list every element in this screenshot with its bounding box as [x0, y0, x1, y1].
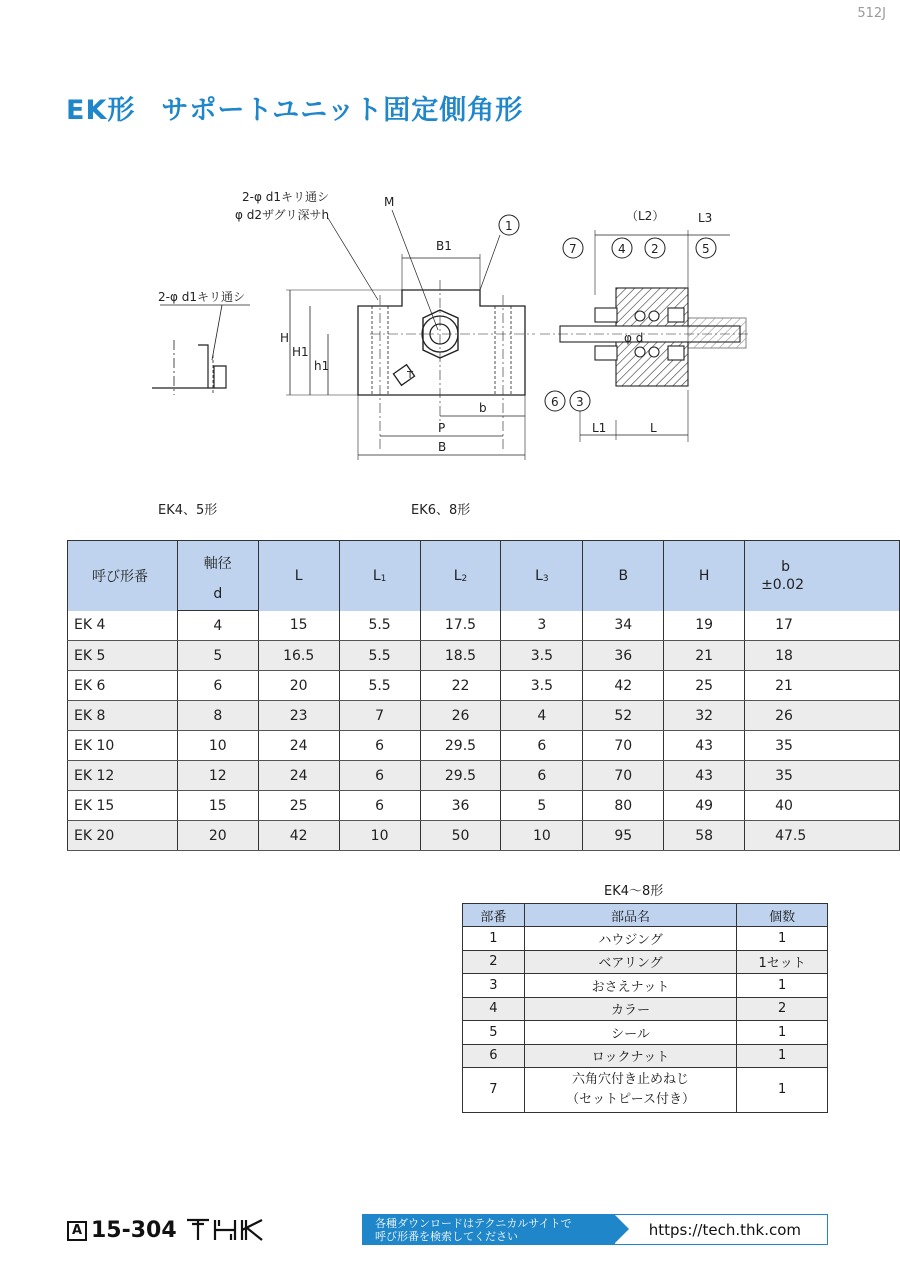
table-row	[68, 791, 900, 821]
parts-cell-qty: 1	[737, 974, 828, 998]
cell-d: 4	[177, 611, 258, 641]
cell-l2: 36	[420, 791, 501, 821]
list-item	[463, 1068, 828, 1113]
label-b: b	[479, 401, 487, 415]
cell-d: 10	[177, 731, 258, 761]
cell-b: 21	[745, 671, 900, 701]
parts-cell-name: カラー	[524, 997, 736, 1021]
cell-h: 21	[664, 641, 745, 671]
list-item	[463, 1021, 828, 1045]
table-row	[68, 761, 900, 791]
cell-b: 52	[583, 701, 664, 731]
cell-h: 19	[664, 611, 745, 641]
table-row	[68, 611, 900, 641]
part-label-1: 1	[505, 219, 513, 233]
header-model: 呼び形番	[68, 541, 178, 611]
cell-l: 20	[258, 671, 339, 701]
parts-cell-qty: 1	[737, 927, 828, 951]
cell-l2: 29.5	[420, 761, 501, 791]
parts-table-body	[463, 927, 828, 1113]
parts-header-no: 部番	[463, 904, 525, 927]
header-L: L	[258, 541, 339, 611]
cell-l2: 26	[420, 701, 501, 731]
cell-l2: 29.5	[420, 731, 501, 761]
label-d: φ d	[624, 331, 644, 345]
header-d: d	[177, 575, 258, 611]
parts-cell-name: ロックナット	[524, 1044, 736, 1068]
list-item	[463, 1044, 828, 1068]
cell-b: 36	[583, 641, 664, 671]
parts-cell-name: ハウジング	[524, 927, 736, 951]
parts-cell-name	[524, 1068, 736, 1113]
side-callout: 2-φ d1キリ通シ	[158, 290, 245, 304]
parts-cell-no: 7	[463, 1068, 525, 1113]
download-banner[interactable]	[362, 1214, 828, 1245]
page-title	[66, 88, 523, 127]
list-item	[463, 997, 828, 1021]
parts-table	[462, 903, 828, 1113]
cell-b: 34	[583, 611, 664, 641]
parts-cell-qty: 1セット	[737, 950, 828, 974]
cell-d: 12	[177, 761, 258, 791]
cell-b: 35	[745, 731, 900, 761]
header-shaft: 軸径	[177, 541, 258, 575]
label-L3: L3	[698, 211, 713, 225]
section-view	[540, 230, 750, 442]
cell-b: 80	[583, 791, 664, 821]
cell-d: 6	[177, 671, 258, 701]
parts-cell-no: 3	[463, 974, 525, 998]
label-B: B	[438, 440, 447, 454]
cell-l3: 4	[501, 701, 583, 731]
cell-model: EK 4	[68, 611, 178, 641]
cell-l1: 6	[339, 731, 420, 761]
cell-l1: 10	[339, 821, 420, 851]
cell-l: 23	[258, 701, 339, 731]
parts-name-line1: 六角穴付き止めねじ	[572, 1072, 690, 1087]
title-model: EK形	[66, 95, 136, 126]
parts-name-line2: （セットピース付き）	[566, 1092, 695, 1107]
cell-h: 32	[664, 701, 745, 731]
technical-drawing	[140, 180, 760, 480]
thk-logo	[185, 1216, 265, 1244]
cell-l2: 17.5	[420, 611, 501, 641]
parts-cell-name: おさえナット	[524, 974, 736, 998]
label-L1: L1	[592, 421, 607, 435]
cell-l: 24	[258, 731, 339, 761]
side-profile-view	[152, 305, 250, 395]
tech-site-link[interactable]: https://tech.thk.com	[648, 1221, 801, 1239]
part-label-5: 5	[702, 242, 710, 256]
cell-b: 26	[745, 701, 900, 731]
cell-d: 8	[177, 701, 258, 731]
parts-cell-no: 2	[463, 950, 525, 974]
page-number	[67, 1218, 177, 1243]
dimension-table	[67, 540, 900, 851]
cell-l1: 6	[339, 791, 420, 821]
label-L2: （L2）	[626, 209, 665, 223]
cell-l1: 5.5	[339, 671, 420, 701]
label-H: H	[280, 331, 290, 345]
cell-d: 5	[177, 641, 258, 671]
label-B1: B1	[436, 239, 452, 253]
banner-text: 各種ダウンロードはテクニカルサイトで 呼び形番を検索してください	[363, 1215, 615, 1244]
cell-b: 17	[745, 611, 900, 641]
cell-l3: 5	[501, 791, 583, 821]
cell-l: 15	[258, 611, 339, 641]
cell-l1: 7	[339, 701, 420, 731]
cell-l1: 6	[339, 761, 420, 791]
cell-l2: 50	[420, 821, 501, 851]
cell-l3: 3.5	[501, 641, 583, 671]
list-item	[463, 974, 828, 998]
table-row	[68, 821, 900, 851]
header-b: b ±0.02	[745, 541, 900, 611]
table-row	[68, 731, 900, 761]
cell-b: 42	[583, 671, 664, 701]
parts-cell-qty: 1	[737, 1044, 828, 1068]
page-id: 512J	[857, 6, 886, 21]
dimension-table-body	[68, 611, 900, 851]
label-L: L	[650, 421, 657, 435]
label-H1: H1	[292, 345, 309, 359]
parts-cell-qty: 1	[737, 1068, 828, 1113]
cell-model: EK 6	[68, 671, 178, 701]
page-number-text: 15-304	[91, 1218, 177, 1243]
part-label-4: 4	[618, 242, 626, 256]
cell-l2: 18.5	[420, 641, 501, 671]
cell-b: 18	[745, 641, 900, 671]
part-label-3: 3	[576, 395, 584, 409]
parts-header-qty: 個数	[737, 904, 828, 927]
list-item	[463, 927, 828, 951]
cell-d: 20	[177, 821, 258, 851]
header-L2: L2	[420, 541, 501, 611]
parts-cell-name: シール	[524, 1021, 736, 1045]
header-H: H	[664, 541, 745, 611]
label-P: P	[438, 421, 446, 435]
caption-ek6-8: EK6、8形	[411, 503, 471, 518]
cell-model: EK 12	[68, 761, 178, 791]
cell-l1: 5.5	[339, 641, 420, 671]
cell-b: 70	[583, 731, 664, 761]
cell-h: 49	[664, 791, 745, 821]
cell-b: 70	[583, 761, 664, 791]
parts-cell-no: 5	[463, 1021, 525, 1045]
part-label-2: 2	[651, 242, 659, 256]
header-L1: L1	[339, 541, 420, 611]
parts-cell-qty: 1	[737, 1021, 828, 1045]
parts-cell-no: 4	[463, 997, 525, 1021]
cell-l1: 5.5	[339, 611, 420, 641]
cell-model: EK 8	[68, 701, 178, 731]
cell-l3: 6	[501, 731, 583, 761]
part-label-6: 6	[551, 395, 559, 409]
header-B: B	[583, 541, 664, 611]
cell-h: 43	[664, 761, 745, 791]
table-row	[68, 671, 900, 701]
cell-h: 25	[664, 671, 745, 701]
cell-l: 16.5	[258, 641, 339, 671]
cell-h: 58	[664, 821, 745, 851]
cell-l: 24	[258, 761, 339, 791]
parts-cell-qty: 2	[737, 997, 828, 1021]
label-T: T	[407, 370, 414, 381]
table-row	[68, 701, 900, 731]
label-h1: h1	[314, 359, 330, 373]
list-item	[463, 950, 828, 974]
hole-callout-1: 2-φ d1キリ通シ	[242, 190, 329, 204]
cell-h: 43	[664, 731, 745, 761]
cell-model: EK 10	[68, 731, 178, 761]
cell-b: 40	[745, 791, 900, 821]
part-label-7: 7	[569, 242, 577, 256]
header-L3: L3	[501, 541, 583, 611]
parts-caption: EK4～8形	[604, 884, 664, 899]
cell-model: EK 20	[68, 821, 178, 851]
cell-l3: 3.5	[501, 671, 583, 701]
banner-arrow	[615, 1215, 629, 1243]
cell-d: 15	[177, 791, 258, 821]
cell-b: 47.5	[745, 821, 900, 851]
cell-l3: 6	[501, 761, 583, 791]
cell-l2: 22	[420, 671, 501, 701]
cell-b: 95	[583, 821, 664, 851]
cell-model: EK 5	[68, 641, 178, 671]
label-M: M	[384, 195, 395, 209]
caption-ek4-5: EK4、5形	[158, 503, 218, 518]
cell-l: 25	[258, 791, 339, 821]
parts-header-name: 部品名	[524, 904, 736, 927]
hole-callout-2: φ d2ザグリ深サh	[235, 208, 330, 222]
cell-l3: 3	[501, 611, 583, 641]
section-badge: A	[67, 1221, 87, 1241]
title-name: サポートユニット固定側角形	[161, 95, 524, 126]
parts-cell-name: ベアリング	[524, 950, 736, 974]
cell-l3: 10	[501, 821, 583, 851]
parts-cell-no: 6	[463, 1044, 525, 1068]
table-row	[68, 641, 900, 671]
cell-model: EK 15	[68, 791, 178, 821]
cell-b: 35	[745, 761, 900, 791]
parts-cell-no: 1	[463, 927, 525, 951]
cell-l: 42	[258, 821, 339, 851]
front-view	[286, 210, 535, 460]
